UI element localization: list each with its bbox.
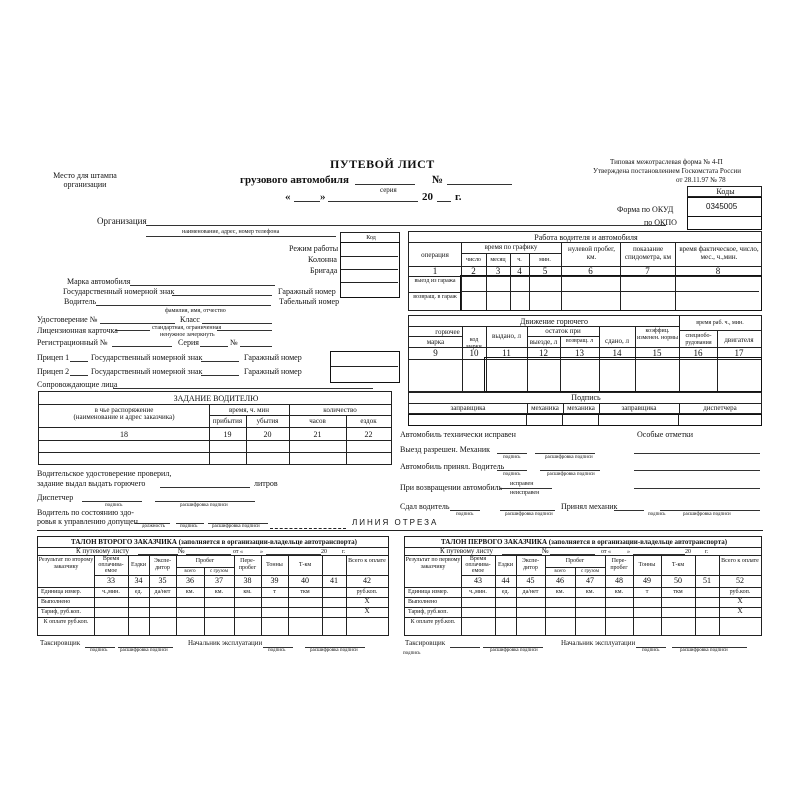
coupon1-num-46: 46 (556, 576, 564, 585)
reg-num-sign: № (230, 338, 238, 347)
dispatcher-sign-line[interactable] (82, 501, 142, 502)
coupon1-unit-3: да/нет (522, 589, 539, 595)
coupon1-num-43: 43 (474, 576, 482, 585)
lic-card-hint-1: стандартная, ограниченная (152, 325, 222, 331)
state-plate-label: Государственный номерной знак (63, 287, 175, 296)
fuel-num-12: 12 (539, 348, 548, 358)
okpo-code-box[interactable] (687, 216, 762, 230)
exit-sign-line[interactable] (497, 453, 527, 454)
trailer-garage-box[interactable] (330, 351, 400, 383)
exit-allowed-label: Выезд разрешен. Механик (400, 445, 491, 454)
date-close-quote: » (320, 191, 326, 203)
task-num-18: 18 (120, 430, 128, 439)
coupon2-num-42: 42 (363, 576, 371, 585)
work-num-7: 7 (645, 266, 650, 276)
coupon1-total: всего (554, 569, 566, 574)
task-rides-label: ездок (360, 417, 377, 425)
fuel-title: Движение горючего (519, 317, 588, 326)
coupon1-x-2: X (737, 607, 743, 615)
sign-refueler2-label: заправщика (621, 404, 657, 412)
coupon2-table (37, 536, 389, 636)
garage-no-label: Гаражный номер (278, 287, 336, 296)
coupon2-unit-1: ч.,мин. (102, 589, 120, 595)
series-field-line[interactable] (200, 346, 228, 347)
lic-card-label: Лицензионная карточка (37, 326, 118, 335)
license-check-label: Водительское удостоверение проверил, (37, 469, 172, 478)
fuel-issue-label: задание выдал выдать горючего (37, 479, 146, 488)
lic-card-line-2[interactable] (217, 330, 272, 331)
work-day-label: число (466, 257, 481, 263)
signature-title: Подпись (571, 393, 601, 402)
fuel-brand-label: марка (426, 338, 445, 346)
handed-decode-line[interactable] (500, 510, 555, 511)
work-num-2: 2 (471, 266, 476, 276)
sign-mechanic2-label: механика (567, 404, 595, 412)
mech-sign-hint: подпись (648, 512, 666, 517)
coupon2-tkm: Т-км (298, 562, 312, 568)
work-num-5: 5 (542, 266, 548, 276)
coupon1-taxed-sign-line[interactable] (450, 647, 480, 648)
notes-label: Особые отметки (637, 430, 693, 439)
escorts-label: Сопровождающие лица (37, 380, 118, 389)
stamp-org-label: организации (63, 180, 107, 189)
fuel-issued-label: выдано, л (492, 332, 521, 340)
coupon2-unit-8: ткм (300, 589, 310, 595)
coupon1-to-list: К путевому листу (440, 547, 493, 555)
coupon1-unit-4: км. (555, 589, 565, 595)
trailer2-garage-label: Гаражный номер (244, 367, 302, 376)
coupon2-total: всего (184, 569, 196, 574)
coupon1-num-49: 49 (643, 576, 651, 585)
coupon1-unit-5: км. (585, 589, 595, 595)
coupon1-to-pay: Всего к оплате (721, 558, 759, 564)
brigade-label: Бригада (310, 266, 338, 275)
driver-hint: фамилия, имя, отчество (165, 308, 226, 314)
work-num-3: 3 (495, 266, 501, 276)
work-num-4: 4 (517, 266, 522, 276)
okud-label: Форма по ОКУД (617, 205, 674, 214)
accepted-mech-label: Принял механик (561, 502, 618, 511)
coupon1-num-48: 48 (615, 576, 623, 585)
notes-line-1[interactable] (634, 453, 760, 454)
coupon2-result: Результат по второму заказчику (38, 557, 94, 570)
coupon1-time-pay: Время оплачива-емое (465, 556, 491, 574)
coupon1-tons: Тонны (638, 562, 656, 568)
coupon1-unit-7: т (645, 589, 649, 595)
fuel-engine-label: двигателя (724, 336, 754, 344)
coupon1-unit-9: руб.коп. (729, 589, 751, 595)
series-field-label: Серия (178, 338, 199, 347)
coupon2-head-decode: расшифровка подписи (310, 648, 358, 653)
series-line[interactable] (355, 184, 415, 185)
coupon2-taxed-sign: подпись (90, 648, 108, 653)
work-operation-label: операция (421, 251, 449, 259)
task-num-22: 22 (364, 430, 373, 439)
sign-mechanic-label: механика (531, 404, 559, 412)
coupon2-num-36: 36 (186, 576, 194, 585)
notes-line-2[interactable] (634, 470, 760, 471)
coupon1-transport: Пере-пробег (610, 558, 628, 571)
task-qty-label: количество (323, 406, 357, 414)
coupon1-taxed-sign: подпись (403, 651, 421, 656)
fuel-num-17: 17 (734, 348, 744, 358)
coupon2-num-37: 37 (215, 576, 223, 585)
date-open-quote: « (285, 191, 291, 203)
cut-line (37, 530, 763, 531)
accepted-decode-hint: расшифровка подписи (547, 472, 595, 477)
work-exit-label: выезд из гаража (414, 278, 456, 284)
work-entry-box[interactable] (460, 275, 762, 311)
fuel-num-13: 13 (575, 348, 584, 358)
coupon1-tkm: Т-км (671, 562, 685, 568)
work-schedule-label: время по графику (484, 243, 538, 251)
cut-line-label: ЛИНИЯ ОТРЕЗА (352, 518, 439, 527)
driver-line[interactable] (96, 305, 271, 306)
coupon2-to-pay: Всего к оплате (348, 558, 386, 564)
work-month-label: месяц (490, 257, 506, 263)
handed-sign-line[interactable] (450, 510, 480, 511)
work-actual-time-label: время фактическое, число, мес., ч.,мин. (679, 245, 759, 261)
work-title: Работа водителя и автомобиля (534, 233, 638, 242)
coupon2-x-1: X (364, 597, 370, 605)
coupon1-num-50: 50 (674, 576, 682, 585)
fuel-num-16: 16 (693, 348, 703, 358)
task-col1-hint: (наименование и адрес заказчика) (73, 413, 175, 421)
coupon1-result: Результат по первому заказчику (405, 557, 461, 570)
work-hour-label: ч. (517, 257, 522, 263)
coupon1-unit-6: км. (614, 589, 624, 595)
coupon2-taxed: Таксировщик (40, 639, 81, 647)
liters-label: литров (254, 479, 278, 488)
signature-entry-box[interactable] (408, 414, 762, 426)
coupon1-done: Выполнено (408, 599, 438, 605)
dispatcher-label: Диспетчер (37, 493, 74, 502)
cut-line-left (270, 528, 346, 529)
coupon1-no: № (542, 547, 549, 555)
approved-text: Утверждена постановлением Госкомстата России (593, 167, 741, 175)
trailer2-plate-label: Государственный номерной знак (91, 367, 203, 376)
coupon1-head: Начальник эксплуатации (561, 639, 636, 647)
organization-line-2[interactable] (146, 236, 336, 237)
accepted-sign-hint: подпись (503, 472, 521, 477)
health-position-hint: должность (142, 524, 165, 529)
coupon2-unit-2: ед. (134, 589, 143, 595)
work-num-1: 1 (432, 266, 438, 276)
month-line[interactable] (328, 201, 418, 202)
series-label: серия (380, 186, 397, 194)
coupon2-exped: Экспе-дитор (153, 558, 172, 571)
coupon1-year: 20 (685, 549, 691, 555)
coupon2-unit-6: км. (243, 589, 252, 595)
coupon2-close: » (260, 549, 263, 555)
coupon2-title: ТАЛОН ВТОРОГО ЗАКАЗЧИКА (заполняется в организации-владельце автотранспорта) (71, 538, 357, 546)
task-num-19: 19 (223, 430, 232, 439)
coupon2-x-2: X (364, 607, 370, 615)
dispatcher-decode-line[interactable] (155, 501, 255, 502)
work-return-label: возвращ. в гараж (413, 294, 457, 300)
health-label-2: ровья к управлению допущен (37, 517, 138, 526)
fuel-code-brand-label: код марки (466, 337, 482, 350)
fuel-num-14: 14 (612, 348, 622, 358)
trailer2-line[interactable] (70, 375, 88, 376)
coupon2-to-list: К путевому листу (76, 547, 129, 555)
stamp-place-label: Место для штампа (53, 171, 117, 180)
codes-header (687, 186, 762, 197)
car-brand-line[interactable] (130, 285, 275, 286)
coupon1-num-44: 44 (501, 576, 510, 585)
coupon1-g: г. (705, 549, 709, 555)
coupon2-num-39: 39 (270, 576, 279, 585)
coupon2-head-sign: подпись (268, 648, 286, 653)
exit-decode-hint: расшифровка подписи (545, 455, 593, 460)
coupon2-num-33: 33 (107, 576, 115, 585)
coupon1-taxed-decode: расшифровка подписи (490, 648, 538, 653)
coupon1-tariff: Тариф, руб.коп. (408, 609, 448, 615)
license-no-label: Удостоверение № (37, 315, 98, 324)
coupon1-taxed: Таксировщик (405, 639, 446, 647)
coupon2-time-pay: Время оплачива-емое (98, 556, 124, 574)
coupon1-x-1: X (737, 597, 743, 605)
organization-label: Организация (97, 216, 147, 226)
fuel-work-time-label: время раб. ч., мин. (696, 320, 744, 326)
coupon1-unit-8: ткм (673, 589, 683, 595)
handed-decode-hint: расшифровка подписи (505, 512, 553, 517)
sign-refueler-label: заправщика (450, 404, 486, 412)
reg-no-label: Регистрационный № (37, 338, 108, 347)
fuel-num-15: 15 (652, 348, 662, 358)
coupon2-done: Выполнено (41, 599, 71, 605)
notes-line-3[interactable] (634, 488, 760, 489)
year-line[interactable] (437, 201, 451, 202)
coupon2-head: Начальник эксплуатации (188, 639, 263, 647)
health-decode-hint: расшифровка подписи (212, 524, 260, 529)
trailer1-plate-line[interactable] (201, 361, 239, 362)
fuel-coef-label: коэффиц. изменен. нормы (637, 328, 678, 341)
reg-num-line[interactable] (240, 346, 272, 347)
accepted-sign-line[interactable] (497, 470, 527, 471)
coupon1-mileage: Пробег (565, 558, 585, 564)
page-subtitle: грузового автомобиля (240, 174, 349, 186)
fuel-special-label: специобо-рудования (685, 333, 712, 346)
fuel-fuel-label: горючее (435, 328, 460, 336)
trailer1-label: Прицеп 1 (37, 353, 70, 362)
coupon2-from: от « (233, 549, 244, 555)
coupon1-num-52: 52 (736, 576, 744, 585)
task-time-label: время, ч. мин (228, 406, 269, 414)
fuel-num-11: 11 (502, 348, 511, 358)
trailer2-plate-line[interactable] (201, 375, 239, 376)
coupon1-unit-2: ед. (501, 589, 510, 595)
fuel-on-return-label: возвращ. л (565, 338, 594, 344)
task-num-21: 21 (313, 430, 322, 439)
tab-no-label: Табельный номер (279, 297, 340, 306)
form-type: Типовая межотраслевая форма № 4-П (610, 158, 723, 166)
year-suffix: г. (455, 191, 462, 203)
task-table (38, 391, 392, 465)
coupon2-unit-3: да/нет (154, 589, 171, 595)
coupon1-loaded: с грузом (581, 569, 599, 574)
year-label: 20 (422, 191, 433, 203)
tech-ok-label: Автомобиль технически исправен (400, 430, 516, 439)
coupon1-rides: Ездки (497, 562, 514, 568)
coupon1-close: » (627, 549, 630, 555)
page-title: ПУТЕВОЙ ЛИСТ (330, 157, 435, 171)
task-col1-label: в чье распоряжение (94, 406, 154, 414)
trailer1-plate-label: Государственный номерной знак (91, 353, 203, 362)
organization-line[interactable] (146, 225, 666, 226)
code-label: Код (366, 235, 376, 241)
broken-label: неисправен (510, 490, 540, 496)
fuel-num-9: 9 (433, 348, 438, 358)
coupon2-unit-5: км. (214, 589, 224, 595)
coupon2-taxed-decode: расшифровка подписи (120, 648, 168, 653)
coupon2-rides: Ездки (130, 562, 147, 568)
reg-no-line[interactable] (112, 346, 172, 347)
task-title: ЗАДАНИЕ ВОДИТЕЛЮ (173, 394, 259, 403)
car-brand-label: Марка автомобиля (67, 277, 131, 286)
coupon2-mileage: Пробег (195, 558, 215, 564)
codes-label: Коды (716, 187, 735, 196)
work-mode-label: Режим работы (289, 244, 339, 253)
number-line[interactable] (447, 184, 512, 185)
fuel-on-exit-label: выезде, л (529, 338, 558, 346)
fuel-num-10: 10 (469, 348, 479, 358)
okud-code-box[interactable] (687, 197, 762, 217)
work-odometer-label: показание спидометра, км (624, 245, 672, 261)
coupon1-head-sign: подпись (642, 648, 660, 653)
work-num-8: 8 (715, 266, 721, 276)
okud-code: 0345005 (706, 202, 738, 211)
on-return-label: При возвращении автомобиль (400, 483, 503, 492)
return-state-line[interactable] (500, 488, 552, 489)
escorts-line[interactable] (113, 388, 373, 389)
car-accepted-label: Автомобиль принял. Водитель (400, 462, 505, 471)
coupon1-num-45: 45 (526, 576, 535, 585)
exit-decode-line[interactable] (535, 453, 595, 454)
task-num-20: 20 (263, 430, 272, 439)
coupon1-unit-1: ч.,мин. (469, 589, 487, 595)
task-departure-label: убытия (256, 417, 279, 425)
mech-decode-line[interactable] (660, 510, 760, 511)
coupon2-transport: Пере-пробег (238, 558, 257, 571)
class-label: Класс (180, 315, 200, 324)
coupon1-num-47: 47 (586, 576, 594, 585)
coupon2-payable: К оплате руб.коп. (43, 619, 89, 625)
coupon2-num-41: 41 (330, 576, 338, 585)
sign-dispatcher-label: диспетчера (703, 404, 737, 412)
okpo-label: по ОКПО (644, 218, 677, 227)
license-no-line[interactable] (100, 323, 175, 324)
handed-driver-label: Сдал водитель (400, 502, 450, 511)
coupon1-unit: Единица измер. (408, 589, 449, 595)
coupon2-year: 20 (321, 549, 327, 555)
fuel-handed-label: сдано, л (604, 337, 629, 345)
trailer2-label: Прицеп 2 (37, 367, 70, 376)
work-min-label: мин. (539, 257, 551, 263)
class-line[interactable] (202, 323, 272, 324)
number-sign: № (432, 174, 444, 186)
task-hours-label: часов (309, 417, 326, 425)
coupon1-num-51: 51 (703, 576, 711, 585)
coupon2-num-38: 38 (243, 576, 252, 585)
coupon2-unit-9: руб.коп. (356, 589, 378, 595)
state-plate-line[interactable] (172, 295, 272, 296)
mech-sign-line[interactable] (614, 510, 644, 511)
fuel-remain-label: остаток при (545, 327, 581, 335)
ok-label: исправен (510, 481, 534, 487)
coupon1-head-decode: расшифровка подписи (680, 648, 728, 653)
coupon1-exped: Экспе-дитор (521, 558, 540, 571)
handed-sign-hint: подпись (456, 512, 474, 517)
health-sign-hint: подпись (180, 524, 198, 529)
signature-table (408, 392, 762, 414)
coupon1-from: от « (601, 549, 612, 555)
day-line[interactable] (294, 201, 320, 202)
trailer1-line[interactable] (70, 361, 88, 362)
lic-card-line[interactable] (115, 330, 150, 331)
fuel-liters-line[interactable] (160, 487, 250, 488)
work-num-6: 6 (588, 266, 593, 276)
coupon2-unit-4: км. (185, 589, 195, 595)
dispatcher-sign-hint: подпись (105, 503, 123, 508)
coupon2-unit-7: т (273, 589, 276, 595)
column-label: Колонна (308, 255, 337, 264)
coupon2-tons: Тонны (266, 562, 283, 568)
coupon2-num-34: 34 (134, 576, 143, 585)
work-mode-box[interactable] (340, 242, 400, 298)
dispatcher-decode-hint: расшифровка подписи (180, 503, 228, 508)
task-arrival-label: прибытия (212, 417, 243, 425)
mech-decode-hint: расшифровка подписи (683, 512, 731, 517)
exit-sign-hint: подпись (503, 455, 521, 460)
work-zero-run-label: нулевой пробег, км. (568, 245, 615, 261)
coupon2-num-35: 35 (158, 576, 167, 585)
coupon2-no: № (178, 547, 185, 555)
trailer1-garage-label: Гаражный номер (244, 353, 302, 362)
organization-hint: наименование, адрес, номер телефона (182, 229, 280, 235)
accepted-decode-line[interactable] (540, 470, 600, 471)
coupon1-title: ТАЛОН ПЕРВОГО ЗАКАЗЧИКА (заполняется в организации-владельце автотранспорта) (440, 538, 728, 546)
coupon1-payable: К оплате руб.коп. (410, 619, 456, 625)
health-label: Водитель по состоянию здо- (37, 508, 134, 517)
approved-date: от 28.11.97 № 78 (676, 176, 726, 184)
driver-label: Водитель (64, 297, 97, 306)
coupon1-table (404, 536, 762, 636)
lic-card-hint-2: ненужное зачеркнуть (160, 332, 215, 338)
coupon2-num-40: 40 (301, 576, 309, 585)
coupon2-unit: Единица измер. (41, 589, 82, 595)
coupon2-loaded: с грузом (210, 569, 228, 574)
coupon2-g: г. (342, 549, 346, 555)
fuel-entry-box[interactable] (484, 357, 762, 392)
coupon2-tariff: Тариф, руб.коп. (41, 609, 81, 615)
